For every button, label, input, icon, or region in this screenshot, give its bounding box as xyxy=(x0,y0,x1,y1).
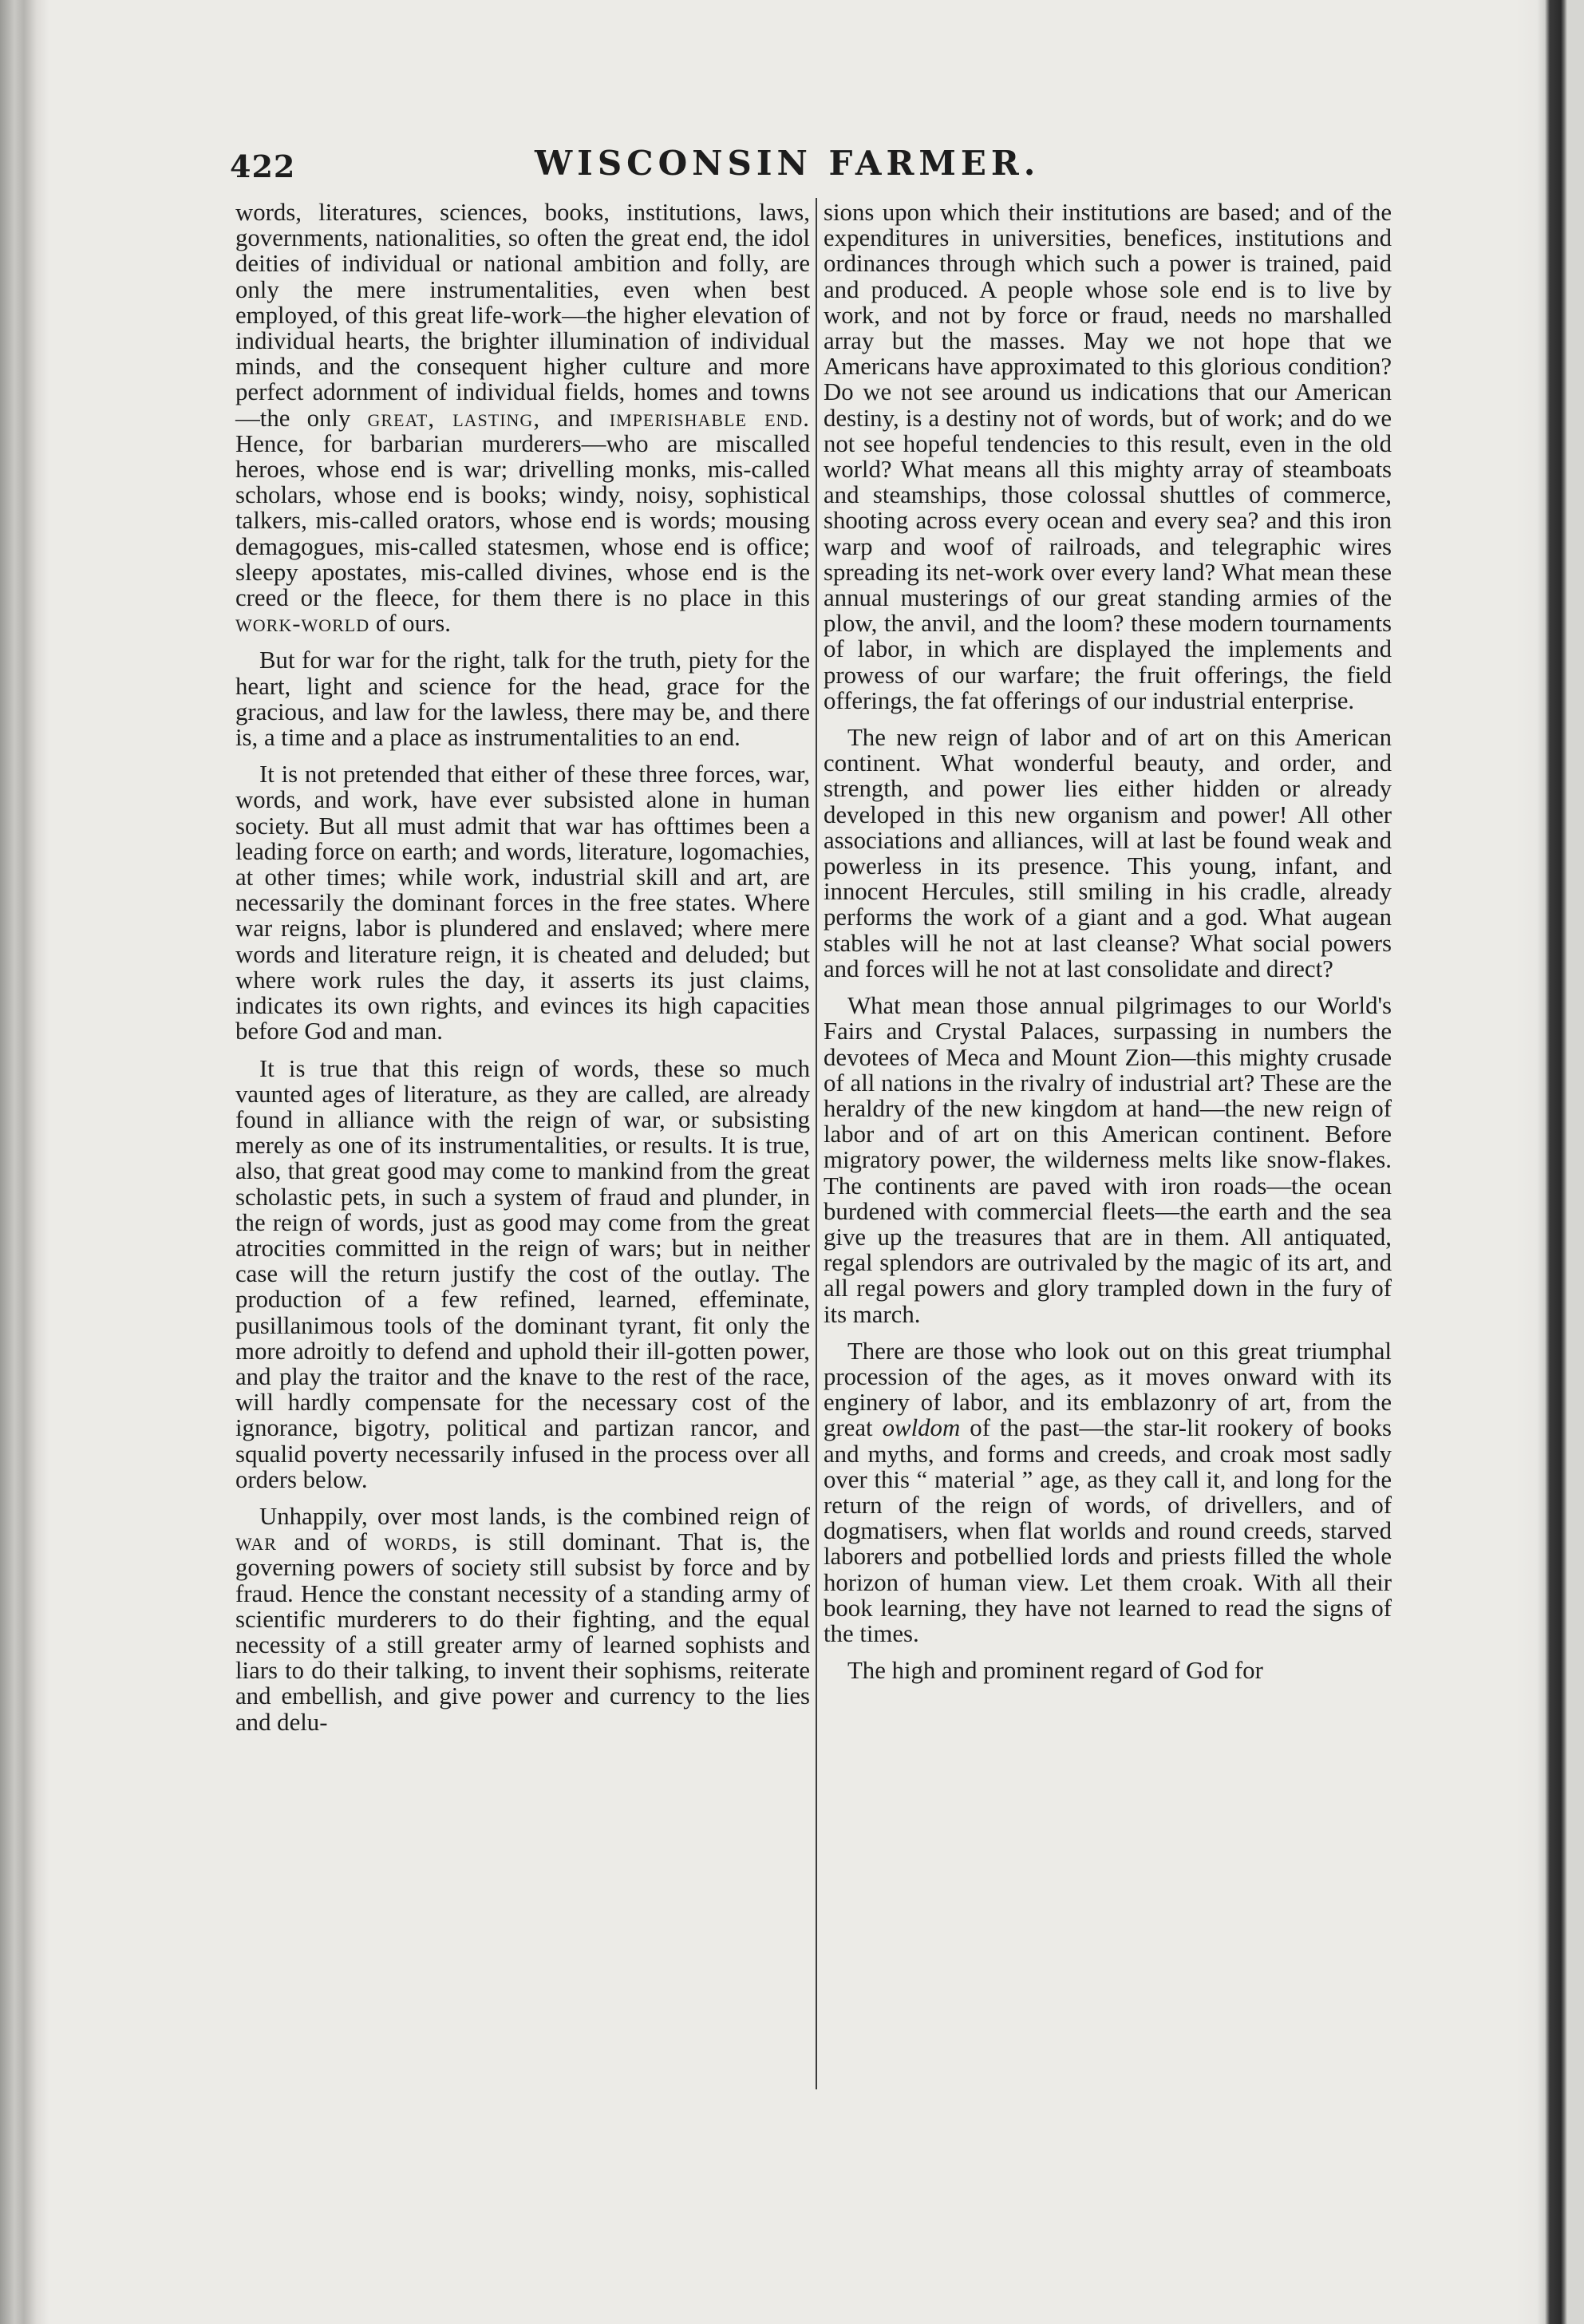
column-divider xyxy=(816,198,817,2089)
paragraph: It is true that this reign of words, these so much vaunted ages of literature, as they are called, are already found in alliance with the reign of war, or subsisting merely as one of its instrumentalities, or results. It is true, also, that great good may come to mankind from the great scholastic pets, in such a system of fraud and plunder, in the reign of words, just as good may come from the great atrocities committed in the reign of wars; but in neither case will the return justify the cost of the outlay. The production of a few refined, learned, effeminate, pusillanimous tools of the dominant tyrant, fit only the more adroitly to defend and uphold their ill-gotten power, and play the traitor and the knave to the rest of the race, will hardly compensate for the necessary cost of the ignorance, bigotry, political and partizan rancor, and squalid poverty necessarily infused in the process over all orders below. xyxy=(235,1054,810,1493)
left-column xyxy=(235,200,810,1735)
right-column xyxy=(824,200,1392,1683)
paragraph: But for war for the right, talk for the truth, piety for the heart, light and science for the head, grace for the gracious, and law for the lawless, there may be, and there is, a time and a place as instrumentalities to an end. xyxy=(235,646,810,752)
paragraph: The high and prominent regard of God for xyxy=(847,1657,1263,1685)
paragraph: There are those who look out on this great triumphal procession of the ages, as it moves onward with its enginery of labor, and its emblazonry of art, from the great owldom of the past—the star-lit rookery of books and myths, and forms and creeds, and croak most sadly over this “ material ” age, as they call it, and long for the return of the reign of words, of drivellers, and of dogmatisers, when flat worlds and round creeds, starved laborers and potbellied lords and priests filled the whole horizon of human view. Let them croak. With all their book learning, they have not learned to read the signs of the times. xyxy=(824,1337,1392,1647)
paragraph: words, literatures, sciences, books, institutions, laws, governments, nationalities, so often the great end, the idol deities of individual or national ambition and folly, are only the mere instrumentalities, even when best employed, of this great life-work—the higher elevation of individual hearts, the brighter illumination of individual minds, and the consequent higher culture and more perfect adornment of individual fields, homes and towns—the only great, lasting, and imperishable end. Hence, for barbarian murderers—who are miscalled heroes, whose end is war; drivelling monks, mis-called scholars, whose end is books; windy, noisy, sophistical talkers, mis-called orators, whose end is words; mousing demagogues, mis-called statesmen, whose end is office; sleepy apostates, mis-called divines, whose end is the creed or the fleece, for them there is no place in this work-world of ours. xyxy=(235,199,810,638)
running-head-title: WISCONSIN FARMER. xyxy=(535,144,1041,183)
paragraph: What mean those annual pilgrimages to our World's Fairs and Crystal Palaces, surpassing in numbers the devotees of Meca and Mount Zion—this mighty crusade of all nations in the rivalry of industrial art? These are the heraldry of the new kingdom at hand—the new reign of labor and of art on this American continent. Before migratory power, the wilderness melts like snow-flakes. The continents are paved with iron roads—the ocean burdened with commercial fleets—the earth and the sea give up the treasures that are in them. All antiquated, regal splendors are outrivaled by the magic of its art, and all regal powers and glory trampled down in the fury of its march. xyxy=(824,992,1392,1328)
paragraph: The new reign of labor and of art on this American continent. What wonderful beauty, and order, and strength, and power lies either hidden or already developed in this new organism and power! All other associations and alliances, will at last be found weak and powerless in its presence. This young, infant, and innocent Hercules, still smiling in his cradle, already performs the work of a giant and a god. What augean stables will he not at last cleanse? What social powers and forces will he not at last consolidate and direct? xyxy=(824,724,1392,982)
paragraph: sions upon which their institutions are based; and of the expenditures in universities, benefices, institutions and ordinances through which such a power is trained, paid and produced. A people whose sole end is to live by work, and not by force or fraud, needs no marshalled array but the masses. May we not hope that we Americans have approximated to this glorious condition? Do we not see around us indications that our American destiny, is a destiny not of words, but of work; and do we not see hopeful tendencies to this result, even in the old world? What means all this mighty array of steamboats and steamships, those colossal shuttles of commerce, shooting across every ocean and every sea? and this iron warp and woof of railroads, and telegraphic wires spreading its net-work over every land? What mean these annual musterings of our great standing armies of the plow, the anvil, and the loom? these modern tournaments of labor, in which are displayed the implements and prowess of our warfare; the fruit offerings, the field offerings, the fat offerings of our industrial enterprise. xyxy=(824,199,1392,714)
page-number: 422 xyxy=(230,148,296,184)
paragraph: Unhappily, over most lands, is the combined reign of war and of words, is still dominant. That is, the governing powers of society still subsist by force and by fraud. Hence the constant necessity of a standing army of scientific murderers to do their fighting, and the equal necessity of a still greater army of learned sophists and liars to do their talking, to invent their sophisms, reiterate and embellish, and give power and currency to the lies and delu- xyxy=(235,1502,811,1736)
paragraph: It is not pretended that either of these three forces, war, words, and work, have ever subsisted alone in human society. But all must admit that war has ofttimes been a leading force on earth; and words, literature, logomachies, at other times; while work, industrial skill and art, are necessarily the dominant forces in the free states. Where war reigns, labor is plundered and enslaved; where mere words and literature reign, it is cheated and deluded; but where work rules the day, it asserts its just claims, indicates its own rights, and evinces its high capacities before God and man. xyxy=(235,761,810,1045)
